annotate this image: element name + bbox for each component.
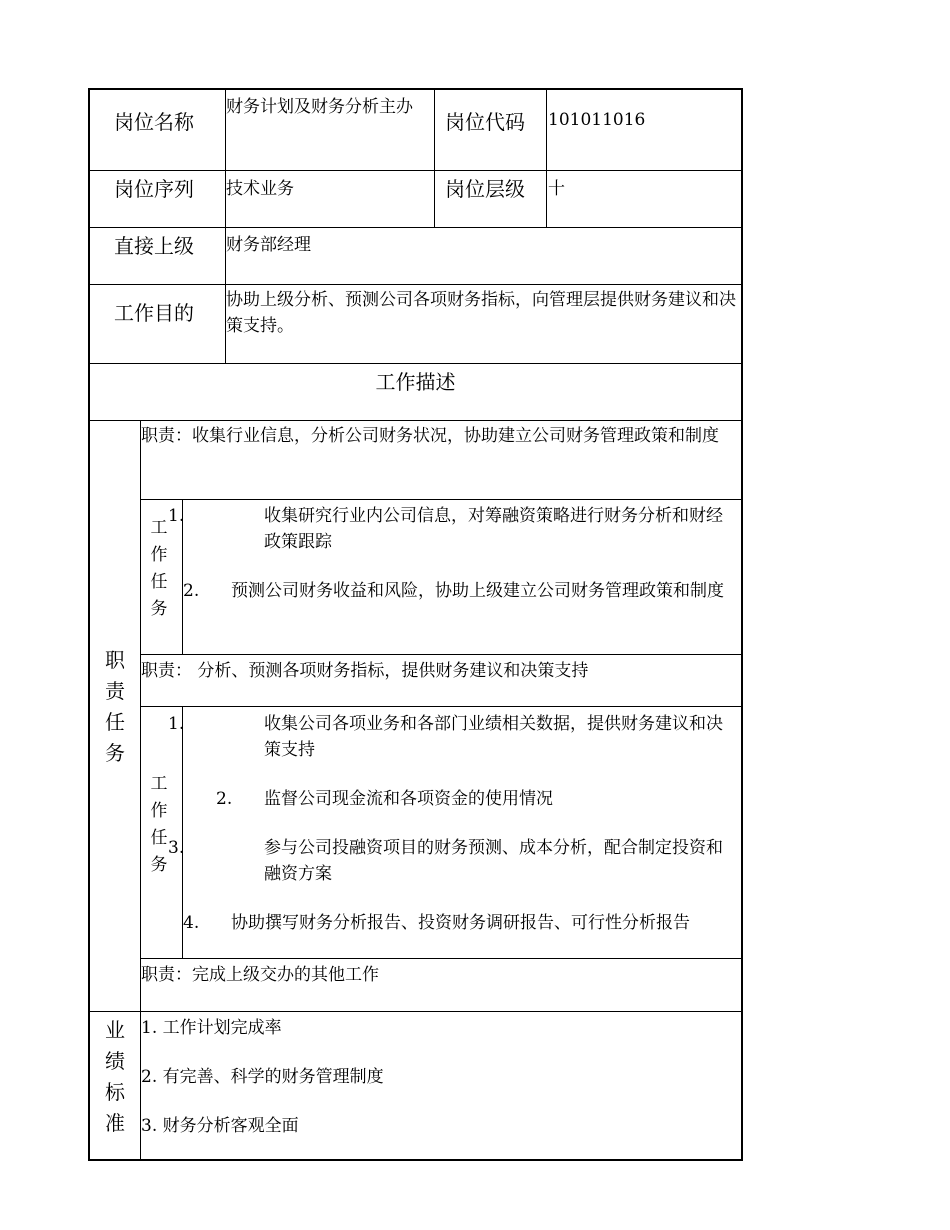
row-divider (140, 499, 741, 500)
row-divider (90, 170, 741, 171)
level-value: 十 (548, 179, 565, 199)
duties-label: 职责任务 (105, 648, 125, 765)
task-item: 2. 预测公司财务收益和风险，协助上级建立公司财务管理政策和制度 (183, 581, 724, 601)
sequence-value: 技术业务 (226, 179, 294, 199)
row-divider (90, 363, 741, 364)
performance-item: 1. 工作计划完成率 (141, 1018, 282, 1038)
tasks-label: 工作任务 (150, 518, 168, 619)
position-name-value: 财务计划及财务分析主办 (226, 97, 413, 117)
row-divider (90, 284, 741, 285)
performance-item: 2. 有完善、科学的财务管理制度 (141, 1067, 384, 1087)
position-code-label: 岗位代码 (445, 110, 525, 134)
task-item: 3. 参与公司投融资项目的财务预测、成本分析，配合制定投资和融资方案 (168, 838, 723, 884)
performance-label: 业绩标准 (105, 1018, 125, 1135)
row-divider (90, 420, 741, 421)
task-item: 1. 收集研究行业内公司信息，对筹融资策略进行财务分析和财经政策跟踪 (168, 506, 723, 552)
row-divider (140, 654, 741, 655)
column-divider (546, 90, 547, 227)
performance-item: 3. 财务分析客观全面 (141, 1116, 299, 1136)
purpose-value: 协助上级分析、预测公司各项财务指标，向管理层提供财务建议和决策支持。 (226, 290, 736, 336)
task-item: 4. 协助撰写财务分析报告、投资财务调研报告、可行性分析报告 (183, 913, 690, 933)
tasks-label: 工作任务 (150, 774, 168, 875)
job-description-table (88, 88, 743, 1161)
sequence-label: 岗位序列 (114, 177, 194, 201)
level-label: 岗位层级 (445, 177, 525, 201)
position-name-label: 岗位名称 (114, 110, 194, 134)
column-divider (140, 420, 141, 1161)
row-divider (90, 227, 741, 228)
description-title: 工作描述 (375, 370, 456, 394)
superior-value: 财务部经理 (226, 235, 311, 255)
duty-title: 职责：完成上级交办的其他工作 (141, 965, 379, 985)
task-item: 2. 监督公司现金流和各项资金的使用情况 (216, 789, 553, 809)
position-code-value: 101011016 (548, 110, 646, 130)
row-divider (90, 1011, 741, 1012)
duty-title: 职责：收集行业信息，分析公司财务状况，协助建立公司财务管理政策和制度 (141, 426, 719, 446)
row-divider (140, 706, 741, 707)
task-item: 1. 收集公司各项业务和各部门业绩相关数据，提供财务建议和决策支持 (168, 714, 723, 760)
duty-title: 职责： 分析、预测各项财务指标，提供财务建议和决策支持 (141, 661, 589, 681)
superior-label: 直接上级 (114, 234, 194, 258)
purpose-label: 工作目的 (114, 301, 194, 325)
column-divider (434, 90, 435, 227)
row-divider (140, 958, 741, 959)
